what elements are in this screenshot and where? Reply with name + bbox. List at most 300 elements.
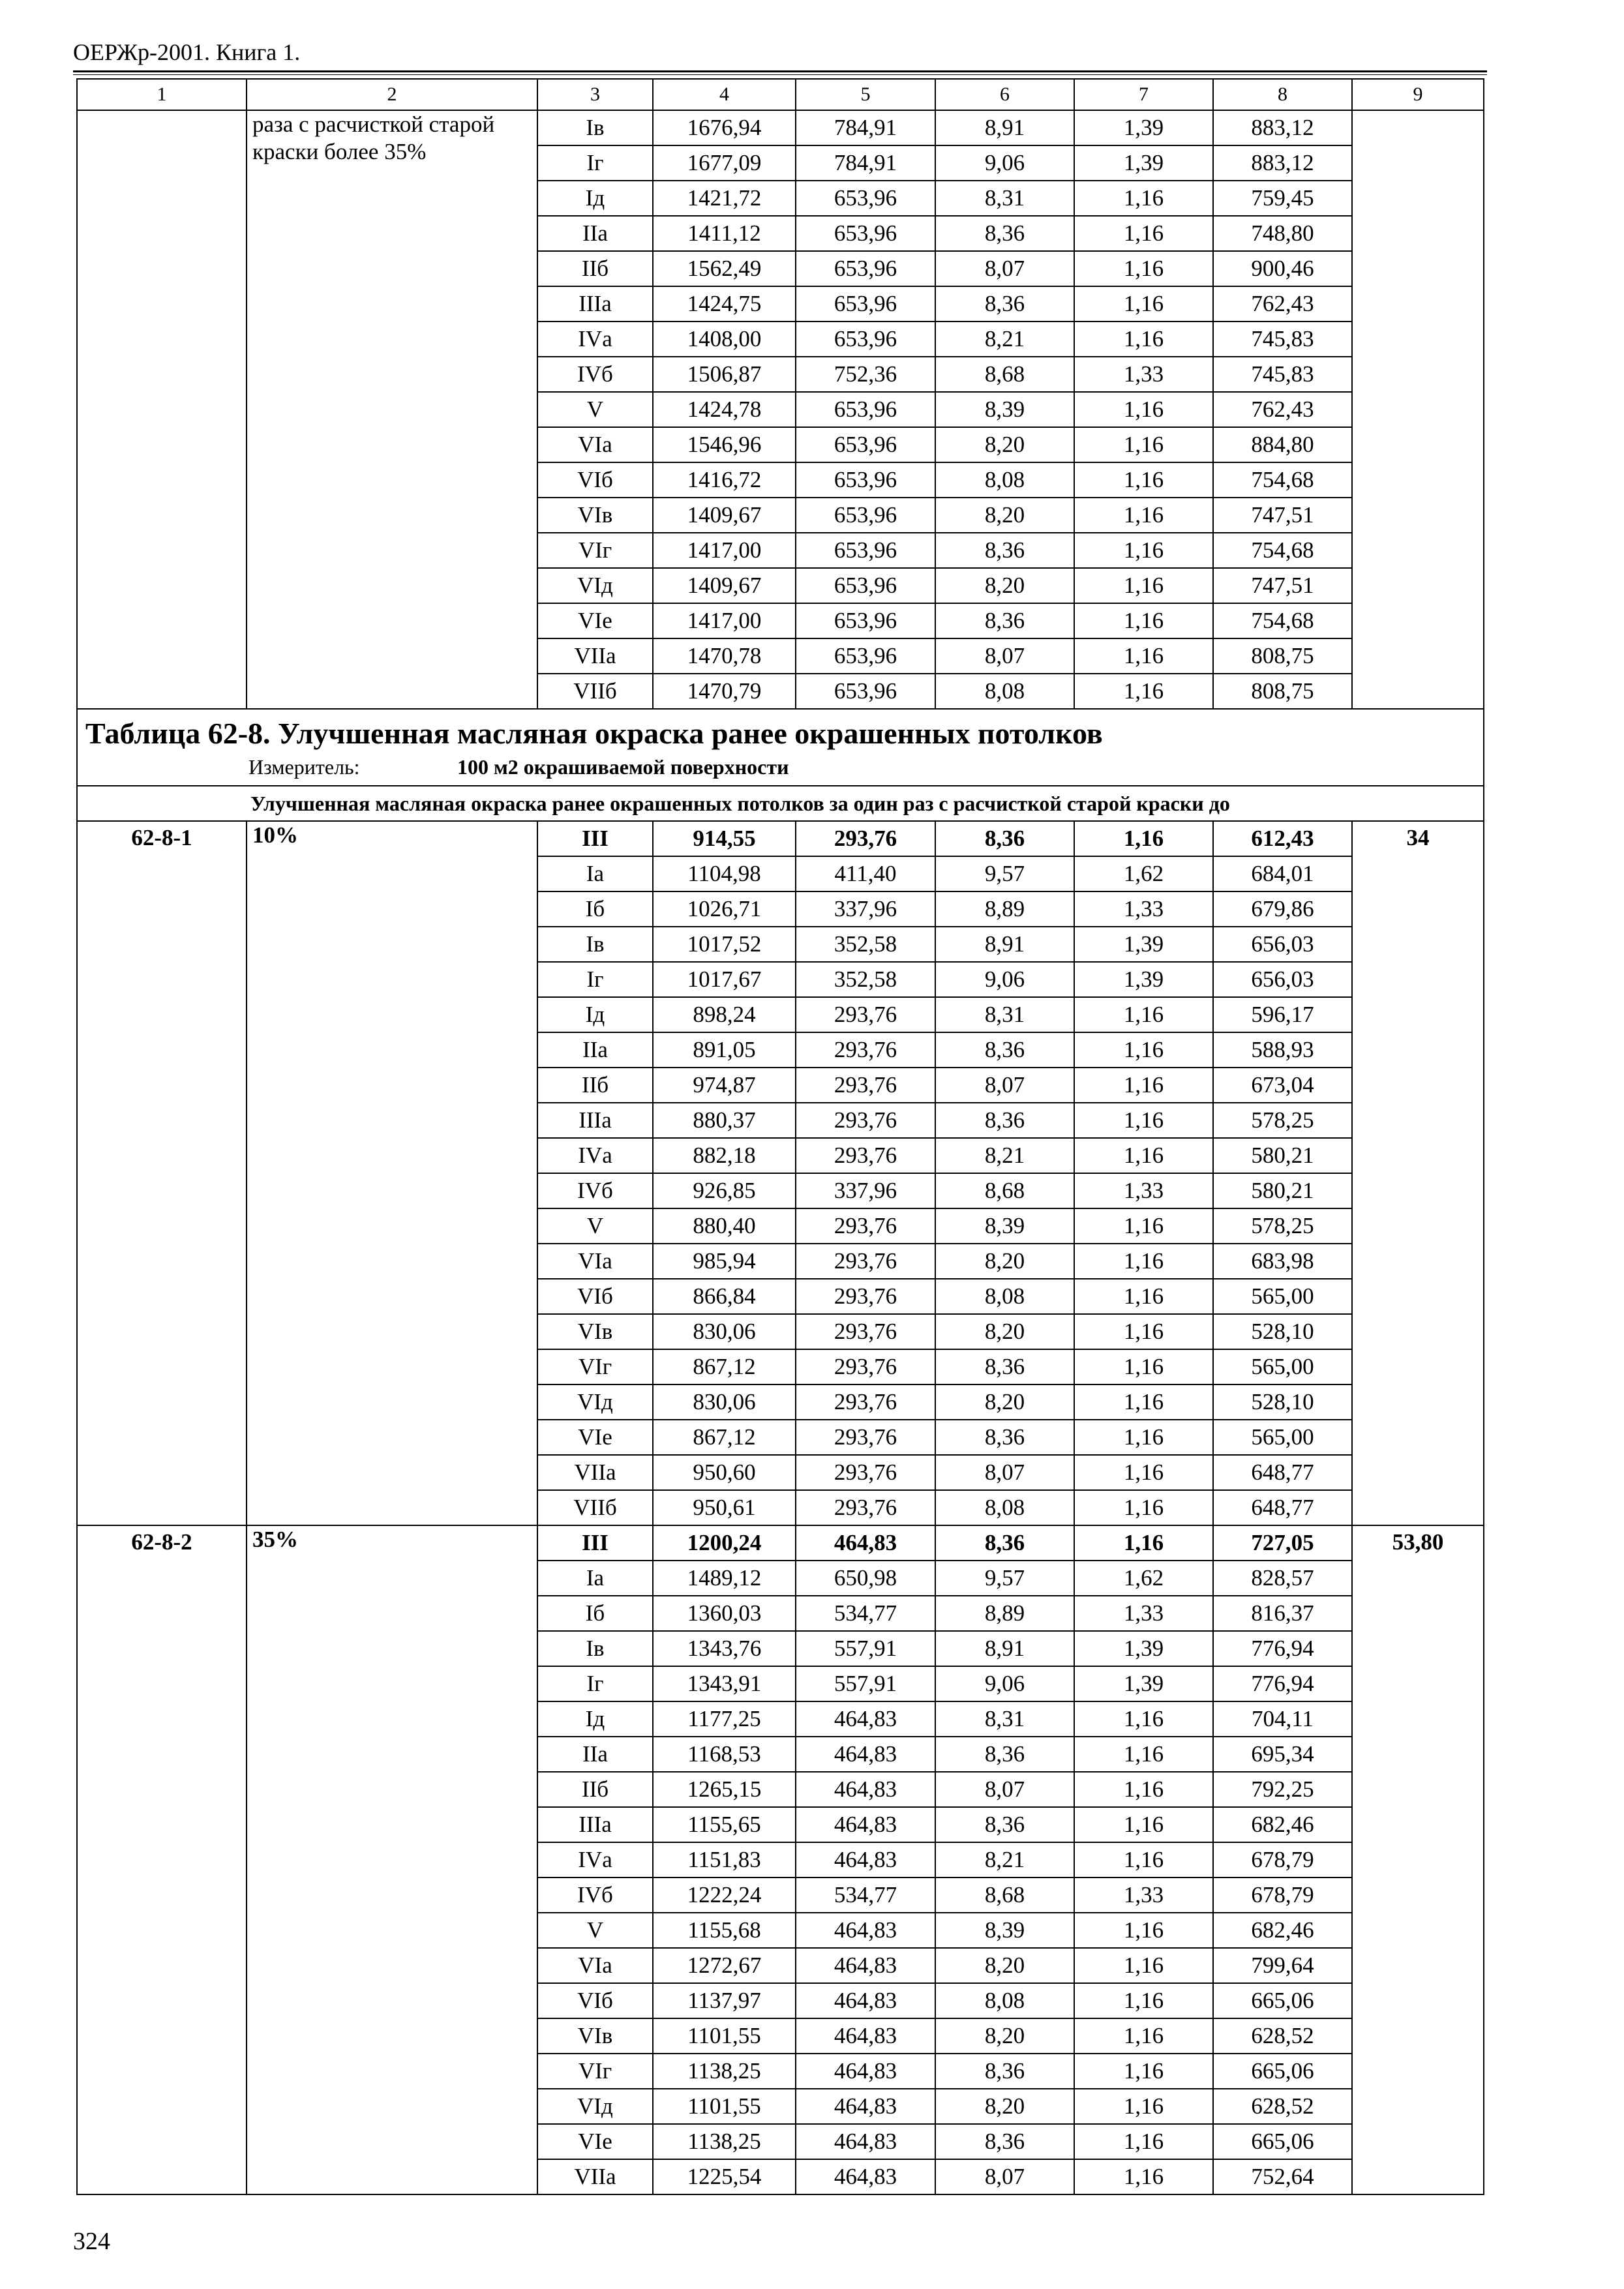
zone-cell: Iг — [537, 962, 653, 997]
total-cost-cell: 1225,54 — [653, 2159, 796, 2194]
driver-wages-cell: 1,16 — [1074, 568, 1213, 603]
wages-cell: 293,76 — [796, 1490, 935, 1525]
zone-cell: VIа — [537, 1244, 653, 1279]
code-cell: 62-8-2 — [77, 1525, 247, 2194]
materials-cell: 808,75 — [1213, 674, 1352, 709]
materials-cell: 745,83 — [1213, 357, 1352, 392]
wages-cell: 337,96 — [796, 1173, 935, 1208]
zone-cell: Iд — [537, 997, 653, 1032]
total-cost-cell: 950,60 — [653, 1455, 796, 1490]
column-number: 9 — [1352, 79, 1484, 110]
total-cost-cell: 830,06 — [653, 1384, 796, 1420]
materials-cell: 695,34 — [1213, 1737, 1352, 1772]
total-cost-cell: 1104,98 — [653, 856, 796, 891]
materials-cell: 799,64 — [1213, 1948, 1352, 1983]
wages-cell: 653,96 — [796, 286, 935, 322]
materials-cell: 528,10 — [1213, 1384, 1352, 1420]
materials-cell: 808,75 — [1213, 638, 1352, 674]
total-cost-cell: 1101,55 — [653, 2018, 796, 2054]
machines-cell: 8,39 — [935, 1208, 1074, 1244]
extra-cell: 34 — [1352, 821, 1484, 1525]
driver-wages-cell: 1,16 — [1074, 1384, 1213, 1420]
zone-cell: IVа — [537, 1138, 653, 1173]
driver-wages-cell: 1,16 — [1074, 603, 1213, 638]
total-cost-cell: 1137,97 — [653, 1983, 796, 2018]
materials-cell: 762,43 — [1213, 392, 1352, 427]
zone-cell: VIе — [537, 2124, 653, 2159]
total-cost-cell: 882,18 — [653, 1138, 796, 1173]
section-title-row — [77, 709, 1484, 786]
machines-cell: 8,21 — [935, 1138, 1074, 1173]
total-cost-cell: 866,84 — [653, 1279, 796, 1314]
machines-cell: 8,36 — [935, 2124, 1074, 2159]
total-cost-cell: 1546,96 — [653, 427, 796, 462]
driver-wages-cell: 1,16 — [1074, 533, 1213, 568]
total-cost-cell: 1424,78 — [653, 392, 796, 427]
machines-cell: 8,36 — [935, 1420, 1074, 1455]
wages-cell: 464,83 — [796, 1842, 935, 1878]
wages-cell: 293,76 — [796, 1349, 935, 1384]
zone-cell: VIIа — [537, 1455, 653, 1490]
column-number: 1 — [77, 79, 247, 110]
wages-cell: 557,91 — [796, 1666, 935, 1701]
machines-cell: 8,07 — [935, 638, 1074, 674]
zone-cell: Iд — [537, 1701, 653, 1737]
zone-cell: IIб — [537, 1068, 653, 1103]
total-cost-cell: 1200,24 — [653, 1525, 796, 1561]
zone-cell: VIе — [537, 1420, 653, 1455]
materials-cell: 747,51 — [1213, 498, 1352, 533]
wages-cell: 464,83 — [796, 2054, 935, 2089]
wages-cell: 464,83 — [796, 1525, 935, 1561]
driver-wages-cell: 1,16 — [1074, 997, 1213, 1032]
wages-cell: 464,83 — [796, 1701, 935, 1737]
machines-cell: 8,91 — [935, 927, 1074, 962]
zone-cell: Iб — [537, 1596, 653, 1631]
zone-cell: VIе — [537, 603, 653, 638]
zone-cell: Iг — [537, 145, 653, 181]
zone-cell: VIIа — [537, 2159, 653, 2194]
machines-cell: 8,36 — [935, 1737, 1074, 1772]
zone-cell: VIIб — [537, 674, 653, 709]
wages-cell: 534,77 — [796, 1878, 935, 1913]
wages-cell: 293,76 — [796, 1455, 935, 1490]
driver-wages-cell: 1,16 — [1074, 1244, 1213, 1279]
section-title-cell — [77, 709, 1484, 786]
wages-cell: 464,83 — [796, 2124, 935, 2159]
driver-wages-cell: 1,62 — [1074, 1561, 1213, 1596]
machines-cell: 8,08 — [935, 674, 1074, 709]
machines-cell: 8,31 — [935, 1701, 1074, 1737]
driver-wages-cell: 1,16 — [1074, 1948, 1213, 1983]
total-cost-cell: 867,12 — [653, 1349, 796, 1384]
materials-cell: 704,11 — [1213, 1701, 1352, 1737]
zone-cell: Iд — [537, 181, 653, 216]
driver-wages-cell: 1,39 — [1074, 110, 1213, 145]
machines-cell: 8,21 — [935, 322, 1074, 357]
zone-cell: IVа — [537, 1842, 653, 1878]
driver-wages-cell: 1,16 — [1074, 1032, 1213, 1068]
machines-cell: 8,07 — [935, 1772, 1074, 1807]
driver-wages-cell: 1,39 — [1074, 927, 1213, 962]
driver-wages-cell: 1,39 — [1074, 1631, 1213, 1666]
driver-wages-cell: 1,16 — [1074, 1772, 1213, 1807]
wages-cell: 293,76 — [796, 1384, 935, 1420]
materials-cell: 612,43 — [1213, 821, 1352, 856]
zone-cell: Iа — [537, 1561, 653, 1596]
materials-cell: 883,12 — [1213, 110, 1352, 145]
column-number: 4 — [653, 79, 796, 110]
zone-cell: III — [537, 821, 653, 856]
machines-cell: 8,89 — [935, 891, 1074, 927]
driver-wages-cell: 1,16 — [1074, 1420, 1213, 1455]
driver-wages-cell: 1,16 — [1074, 1737, 1213, 1772]
wages-cell: 653,96 — [796, 638, 935, 674]
materials-cell: 580,21 — [1213, 1173, 1352, 1208]
materials-cell: 665,06 — [1213, 2124, 1352, 2159]
zone-cell: VIа — [537, 427, 653, 462]
driver-wages-cell: 1,16 — [1074, 1525, 1213, 1561]
zone-cell: VIIб — [537, 1490, 653, 1525]
materials-cell: 656,03 — [1213, 962, 1352, 997]
materials-cell: 678,79 — [1213, 1878, 1352, 1913]
wages-cell: 293,76 — [796, 1138, 935, 1173]
materials-cell: 748,80 — [1213, 216, 1352, 251]
materials-cell: 727,05 — [1213, 1525, 1352, 1561]
zone-cell: Iг — [537, 1666, 653, 1701]
wages-cell: 464,83 — [796, 1772, 935, 1807]
driver-wages-cell: 1,16 — [1074, 216, 1213, 251]
materials-cell: 816,37 — [1213, 1596, 1352, 1631]
wages-cell: 653,96 — [796, 603, 935, 638]
total-cost-cell: 1416,72 — [653, 462, 796, 498]
machines-cell: 8,07 — [935, 251, 1074, 286]
materials-cell: 665,06 — [1213, 1983, 1352, 2018]
total-cost-cell: 1168,53 — [653, 1737, 796, 1772]
zone-cell: IIа — [537, 216, 653, 251]
wages-cell: 653,96 — [796, 498, 935, 533]
total-cost-cell: 1489,12 — [653, 1561, 796, 1596]
zone-cell: VIб — [537, 1983, 653, 2018]
wages-cell: 653,96 — [796, 427, 935, 462]
zone-cell: V — [537, 1913, 653, 1948]
wages-cell: 464,83 — [796, 1983, 935, 2018]
driver-wages-cell: 1,16 — [1074, 1314, 1213, 1349]
wages-cell: 464,83 — [796, 1737, 935, 1772]
total-cost-cell: 830,06 — [653, 1314, 796, 1349]
zone-cell: IVб — [537, 1878, 653, 1913]
total-cost-cell: 1101,55 — [653, 2089, 796, 2124]
materials-cell: 565,00 — [1213, 1420, 1352, 1455]
wages-cell: 557,91 — [796, 1631, 935, 1666]
total-cost-cell: 1411,12 — [653, 216, 796, 251]
machines-cell: 8,08 — [935, 1279, 1074, 1314]
total-cost-cell: 891,05 — [653, 1032, 796, 1068]
driver-wages-cell: 1,33 — [1074, 357, 1213, 392]
machines-cell: 9,57 — [935, 1561, 1074, 1596]
wages-cell: 784,91 — [796, 110, 935, 145]
machines-cell: 8,20 — [935, 427, 1074, 462]
total-cost-cell: 914,55 — [653, 821, 796, 856]
driver-wages-cell: 1,16 — [1074, 181, 1213, 216]
materials-cell: 792,25 — [1213, 1772, 1352, 1807]
section-title: Таблица 62-8. Улучшенная масляная окраска ранее окрашенных потолков — [85, 717, 1103, 750]
price-table — [76, 78, 1484, 2195]
driver-wages-cell: 1,16 — [1074, 1913, 1213, 1948]
materials-cell: 776,94 — [1213, 1631, 1352, 1666]
subtitle-row — [77, 786, 1484, 821]
materials-cell: 580,21 — [1213, 1138, 1352, 1173]
zone-cell: VIг — [537, 533, 653, 568]
zone-cell: Iв — [537, 1631, 653, 1666]
materials-cell: 683,98 — [1213, 1244, 1352, 1279]
measure-line — [85, 753, 1483, 781]
machines-cell: 8,20 — [935, 1314, 1074, 1349]
wages-cell: 293,76 — [796, 1244, 935, 1279]
total-cost-cell: 950,61 — [653, 1490, 796, 1525]
driver-wages-cell: 1,16 — [1074, 2054, 1213, 2089]
materials-cell: 762,43 — [1213, 286, 1352, 322]
driver-wages-cell: 1,16 — [1074, 1490, 1213, 1525]
machines-cell: 8,08 — [935, 462, 1074, 498]
zone-cell: IIIа — [537, 1807, 653, 1842]
driver-wages-cell: 1,33 — [1074, 1878, 1213, 1913]
column-number: 3 — [537, 79, 653, 110]
machines-cell: 8,36 — [935, 603, 1074, 638]
driver-wages-cell: 1,16 — [1074, 322, 1213, 357]
wages-cell: 784,91 — [796, 145, 935, 181]
zone-cell: IIа — [537, 1737, 653, 1772]
description-cell: 10% — [247, 821, 537, 1525]
table-row — [77, 1525, 1484, 1561]
materials-cell: 684,01 — [1213, 856, 1352, 891]
total-cost-cell: 1506,87 — [653, 357, 796, 392]
total-cost-cell: 1138,25 — [653, 2054, 796, 2089]
extra-cell — [1352, 110, 1484, 709]
total-cost-cell: 1155,65 — [653, 1807, 796, 1842]
wages-cell: 653,96 — [796, 462, 935, 498]
measure-value: 100 м2 окрашиваемой поверхности — [457, 755, 789, 779]
total-cost-cell: 1676,94 — [653, 110, 796, 145]
machines-cell: 8,36 — [935, 1349, 1074, 1384]
wages-cell: 464,83 — [796, 2018, 935, 2054]
zone-cell: IIIа — [537, 1103, 653, 1138]
materials-cell: 565,00 — [1213, 1349, 1352, 1384]
code-cell — [77, 110, 247, 709]
machines-cell: 8,20 — [935, 498, 1074, 533]
column-number-row — [77, 79, 1484, 110]
total-cost-cell: 1470,79 — [653, 674, 796, 709]
driver-wages-cell: 1,16 — [1074, 2089, 1213, 2124]
wages-cell: 352,58 — [796, 962, 935, 997]
zone-cell: VIд — [537, 1384, 653, 1420]
wages-cell: 650,98 — [796, 1561, 935, 1596]
machines-cell: 8,21 — [935, 1842, 1074, 1878]
zone-cell: III — [537, 1525, 653, 1561]
materials-cell: 828,57 — [1213, 1561, 1352, 1596]
wages-cell: 752,36 — [796, 357, 935, 392]
zone-cell: V — [537, 392, 653, 427]
machines-cell: 8,68 — [935, 1878, 1074, 1913]
driver-wages-cell: 1,39 — [1074, 962, 1213, 997]
machines-cell: 9,06 — [935, 962, 1074, 997]
materials-cell: 754,68 — [1213, 603, 1352, 638]
wages-cell: 464,83 — [796, 1807, 935, 1842]
zone-cell: IVа — [537, 322, 653, 357]
column-number: 5 — [796, 79, 935, 110]
machines-cell: 8,20 — [935, 568, 1074, 603]
materials-cell: 679,86 — [1213, 891, 1352, 927]
materials-cell: 528,10 — [1213, 1314, 1352, 1349]
zone-cell: Iб — [537, 891, 653, 927]
total-cost-cell: 1272,67 — [653, 1948, 796, 1983]
zone-cell: IIа — [537, 1032, 653, 1068]
wages-cell: 293,76 — [796, 1103, 935, 1138]
zone-cell: IIIа — [537, 286, 653, 322]
machines-cell: 8,20 — [935, 2089, 1074, 2124]
driver-wages-cell: 1,16 — [1074, 1279, 1213, 1314]
machines-cell: 8,20 — [935, 1384, 1074, 1420]
wages-cell: 653,96 — [796, 251, 935, 286]
driver-wages-cell: 1,16 — [1074, 2124, 1213, 2159]
machines-cell: 8,07 — [935, 2159, 1074, 2194]
machines-cell: 8,89 — [935, 1596, 1074, 1631]
total-cost-cell: 1343,76 — [653, 1631, 796, 1666]
description-cell: 35% — [247, 1525, 537, 2194]
materials-cell: 752,64 — [1213, 2159, 1352, 2194]
total-cost-cell: 898,24 — [653, 997, 796, 1032]
driver-wages-cell: 1,16 — [1074, 1208, 1213, 1244]
driver-wages-cell: 1,16 — [1074, 392, 1213, 427]
total-cost-cell: 1677,09 — [653, 145, 796, 181]
machines-cell: 8,36 — [935, 1103, 1074, 1138]
total-cost-cell: 1138,25 — [653, 2124, 796, 2159]
driver-wages-cell: 1,62 — [1074, 856, 1213, 891]
column-number: 8 — [1213, 79, 1352, 110]
total-cost-cell: 1265,15 — [653, 1772, 796, 1807]
zone-cell: VIб — [537, 1279, 653, 1314]
driver-wages-cell: 1,16 — [1074, 1701, 1213, 1737]
wages-cell: 653,96 — [796, 181, 935, 216]
zone-cell: VIд — [537, 2089, 653, 2124]
total-cost-cell: 1424,75 — [653, 286, 796, 322]
materials-cell: 656,03 — [1213, 927, 1352, 962]
code-cell: 62-8-1 — [77, 821, 247, 1525]
wages-cell: 293,76 — [796, 1420, 935, 1455]
total-cost-cell: 926,85 — [653, 1173, 796, 1208]
zone-cell: VIа — [537, 1948, 653, 1983]
wages-cell: 464,83 — [796, 1948, 935, 1983]
wages-cell: 464,83 — [796, 2159, 935, 2194]
driver-wages-cell: 1,39 — [1074, 145, 1213, 181]
wages-cell: 534,77 — [796, 1596, 935, 1631]
materials-cell: 665,06 — [1213, 2054, 1352, 2089]
total-cost-cell: 1343,91 — [653, 1666, 796, 1701]
materials-cell: 678,79 — [1213, 1842, 1352, 1878]
machines-cell: 8,31 — [935, 997, 1074, 1032]
materials-cell: 673,04 — [1213, 1068, 1352, 1103]
machines-cell: 8,07 — [935, 1068, 1074, 1103]
wages-cell: 293,76 — [796, 1032, 935, 1068]
wages-cell: 653,96 — [796, 392, 935, 427]
total-cost-cell: 1470,78 — [653, 638, 796, 674]
wages-cell: 464,83 — [796, 1913, 935, 1948]
driver-wages-cell: 1,16 — [1074, 638, 1213, 674]
machines-cell: 9,57 — [935, 856, 1074, 891]
materials-cell: 648,77 — [1213, 1455, 1352, 1490]
driver-wages-cell: 1,16 — [1074, 1983, 1213, 2018]
zone-cell: VIд — [537, 568, 653, 603]
total-cost-cell: 867,12 — [653, 1420, 796, 1455]
wages-cell: 293,76 — [796, 1208, 935, 1244]
zone-cell: Iв — [537, 110, 653, 145]
zone-cell: VIб — [537, 462, 653, 498]
wages-cell: 411,40 — [796, 856, 935, 891]
total-cost-cell: 1421,72 — [653, 181, 796, 216]
machines-cell: 9,06 — [935, 145, 1074, 181]
machines-cell: 8,91 — [935, 1631, 1074, 1666]
driver-wages-cell: 1,16 — [1074, 1103, 1213, 1138]
total-cost-cell: 1417,00 — [653, 603, 796, 638]
section-subtitle: Улучшенная масляная окраска ранее окрашенных потолков за один раз с расчисткой старой краски до — [77, 786, 1484, 821]
driver-wages-cell: 1,16 — [1074, 1455, 1213, 1490]
machines-cell: 8,36 — [935, 1525, 1074, 1561]
machines-cell: 8,20 — [935, 1244, 1074, 1279]
zone-cell: IIб — [537, 1772, 653, 1807]
table-row — [77, 821, 1484, 856]
wages-cell: 352,58 — [796, 927, 935, 962]
driver-wages-cell: 1,16 — [1074, 1068, 1213, 1103]
machines-cell: 8,20 — [935, 1948, 1074, 1983]
zone-cell: VIIа — [537, 638, 653, 674]
materials-cell: 883,12 — [1213, 145, 1352, 181]
driver-wages-cell: 1,16 — [1074, 462, 1213, 498]
zone-cell: VIв — [537, 498, 653, 533]
materials-cell: 682,46 — [1213, 1913, 1352, 1948]
machines-cell: 8,08 — [935, 1490, 1074, 1525]
header-rule-thin — [73, 74, 1487, 75]
materials-cell: 745,83 — [1213, 322, 1352, 357]
machines-cell: 8,36 — [935, 286, 1074, 322]
materials-cell: 759,45 — [1213, 181, 1352, 216]
wages-cell: 337,96 — [796, 891, 935, 927]
column-number: 2 — [247, 79, 537, 110]
machines-cell: 8,36 — [935, 216, 1074, 251]
table-row — [77, 110, 1484, 145]
machines-cell: 8,39 — [935, 392, 1074, 427]
total-cost-cell: 1409,67 — [653, 498, 796, 533]
materials-cell: 754,68 — [1213, 533, 1352, 568]
zone-cell: IIб — [537, 251, 653, 286]
wages-cell: 653,96 — [796, 568, 935, 603]
machines-cell: 8,20 — [935, 2018, 1074, 2054]
zone-cell: IVб — [537, 357, 653, 392]
machines-cell: 8,68 — [935, 357, 1074, 392]
header-rule — [73, 70, 1487, 72]
driver-wages-cell: 1,16 — [1074, 498, 1213, 533]
total-cost-cell: 1408,00 — [653, 322, 796, 357]
wages-cell: 653,96 — [796, 533, 935, 568]
driver-wages-cell: 1,16 — [1074, 2159, 1213, 2194]
total-cost-cell: 1222,24 — [653, 1878, 796, 1913]
machines-cell: 8,36 — [935, 821, 1074, 856]
materials-cell: 776,94 — [1213, 1666, 1352, 1701]
total-cost-cell: 1562,49 — [653, 251, 796, 286]
materials-cell: 682,46 — [1213, 1807, 1352, 1842]
driver-wages-cell: 1,16 — [1074, 2018, 1213, 2054]
machines-cell: 8,36 — [935, 2054, 1074, 2089]
driver-wages-cell: 1,33 — [1074, 1173, 1213, 1208]
